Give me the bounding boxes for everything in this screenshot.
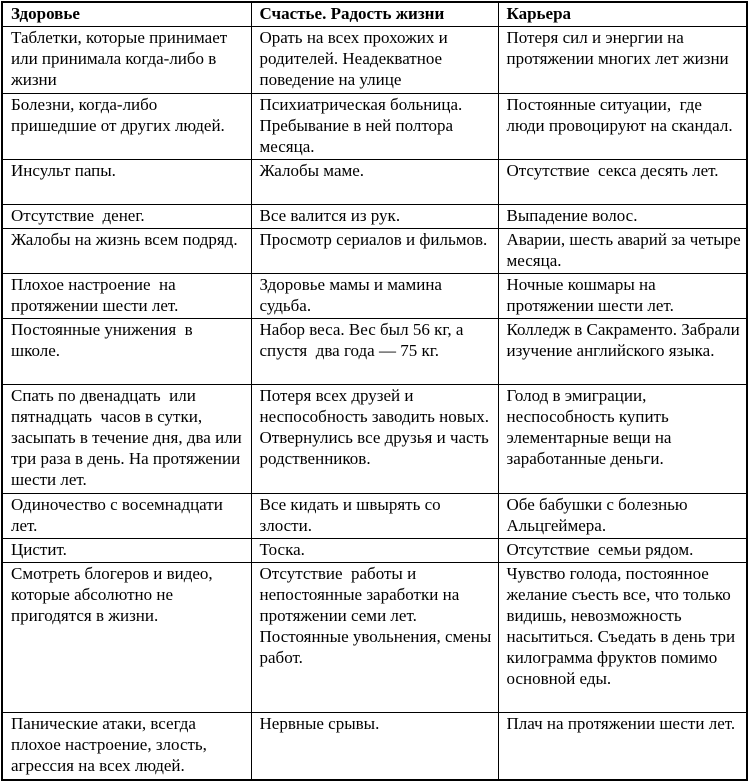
table-row (2, 319, 747, 385)
table-cell: Аварии, шесть аварий за четыре месяца. (498, 229, 747, 274)
table-cell: Все валится из рук. (251, 205, 498, 229)
table-cell: Спать по двенадцать или пятнадцать часов в сутки, засыпать в течение дня, два или три раза в день. На протяжении шести лет. (2, 385, 251, 494)
table-cell: Постоянные ситуации, где люди провоцируют на скандал. (498, 94, 747, 160)
table-cell: Отсутствие секса десять лет. (498, 160, 747, 205)
table-body (2, 27, 747, 780)
table-cell: Нервные срывы. (251, 713, 498, 780)
table-cell: Панические атаки, всегда плохое настроение, злость, агрессия на всех людей. (2, 713, 251, 780)
table-cell: Цистит. (2, 539, 251, 563)
table-cell: Просмотр сериалов и фильмов. (251, 229, 498, 274)
table-row (2, 539, 747, 563)
table-row (2, 274, 747, 319)
table-cell: Здоровье мамы и мамина судьба. (251, 274, 498, 319)
table-row (2, 563, 747, 713)
table-row (2, 27, 747, 94)
table-cell: Таблетки, которые принимает или принимала когда-либо в жизни (2, 27, 251, 94)
table-cell: Отсутствие семьи рядом. (498, 539, 747, 563)
table-cell: Инсульт папы. (2, 160, 251, 205)
header-row (2, 2, 747, 27)
table-cell: Все кидать и швырять со злости. (251, 494, 498, 539)
table-row (2, 160, 747, 205)
table-cell: Жалобы на жизнь всем подряд. (2, 229, 251, 274)
table-header (2, 2, 747, 27)
table-cell: Психиатрическая больница. Пребывание в ней полтора месяца. (251, 94, 498, 160)
table-cell: Выпадение волос. (498, 205, 747, 229)
column-header-health: Здоровье (2, 2, 251, 27)
table-cell: Плохое настроение на протяжении шести лет. (2, 274, 251, 319)
table-cell: Постоянные унижения в школе. (2, 319, 251, 385)
table-row (2, 713, 747, 780)
life-areas-table (1, 1, 748, 781)
table-row (2, 205, 747, 229)
table-cell: Болезни, когда-либо пришедшие от других людей. (2, 94, 251, 160)
table-row (2, 494, 747, 539)
table-cell: Отсутствие работы и непостоянные заработки на протяжении семи лет. Постоянные увольнения, смены работ. (251, 563, 498, 713)
table-cell: Голод в эмиграции, неспособность купить элементарные вещи на заработанные деньги. (498, 385, 747, 494)
table-cell: Набор веса. Вес был 56 кг, а спустя два года — 75 кг. (251, 319, 498, 385)
table-cell: Обе бабушки с болезнью Альцгеймера. (498, 494, 747, 539)
table-cell: Тоска. (251, 539, 498, 563)
table-cell: Чувство голода, постоянное желание съесть все, что только видишь, невозможность насытиться. Съедать в день три килограмма фруктов помимо основной еды. (498, 563, 747, 713)
table-cell: Отсутствие денег. (2, 205, 251, 229)
table-cell: Орать на всех прохожих и родителей. Неадекватное поведение на улице (251, 27, 498, 94)
table-cell: Плач на протяжении шести лет. (498, 713, 747, 780)
table-cell: Ночные кошмары на протяжении шести лет. (498, 274, 747, 319)
table-row (2, 385, 747, 494)
table-cell: Одиночество с восемнадцати лет. (2, 494, 251, 539)
table-row (2, 229, 747, 274)
table-cell: Смотреть блогеров и видео, которые абсолютно не пригодятся в жизни. (2, 563, 251, 713)
column-header-happiness: Счастье. Радость жизни (251, 2, 498, 27)
table-cell: Потеря всех друзей и неспособность заводить новых. Отвернулись все друзья и часть родственников. (251, 385, 498, 494)
column-header-career: Карьера (498, 2, 747, 27)
table-cell: Жалобы маме. (251, 160, 498, 205)
table-cell: Потеря сил и энергии на протяжении многих лет жизни (498, 27, 747, 94)
table-cell: Колледж в Сакраменто. Забрали изучение английского языка. (498, 319, 747, 385)
table-row (2, 94, 747, 160)
